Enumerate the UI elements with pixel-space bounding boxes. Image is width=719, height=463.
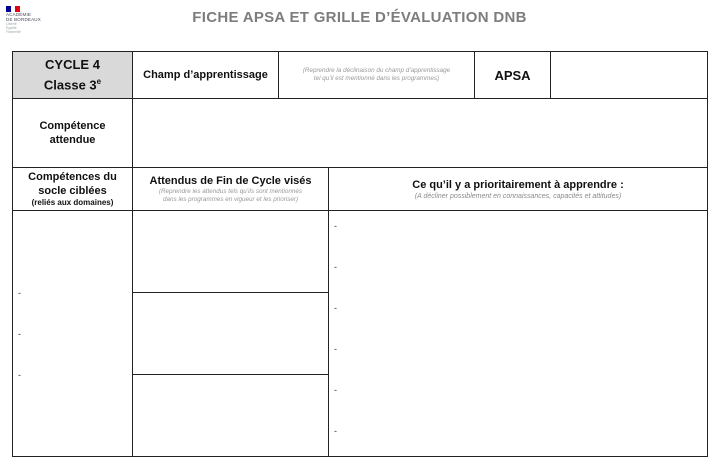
competence-label-cell <box>12 98 133 168</box>
attendus-hint-1: (Reprendre les attendus tels qu’ils sont mentionnés <box>158 187 303 195</box>
socle-line-1: Compétences du <box>28 171 117 183</box>
socle-label-cell <box>12 167 133 211</box>
socle-dash-2: - <box>18 329 21 339</box>
cycle-label: CYCLE 4 <box>45 57 100 73</box>
champ-label-cell <box>132 51 279 99</box>
cycle-cell <box>12 51 133 99</box>
attendus-input-cell-1[interactable] <box>132 210 329 293</box>
socle-input-cell[interactable] <box>12 210 133 457</box>
competence-input-cell[interactable] <box>132 98 708 168</box>
apsa-label: APSA <box>494 67 531 83</box>
apprendre-dash-6: - <box>334 426 337 436</box>
attendus-input-cell-2[interactable] <box>132 292 329 375</box>
classe-text: Classe 3 <box>43 77 97 93</box>
champ-input-cell[interactable] <box>278 51 475 99</box>
apsa-label-cell <box>474 51 551 99</box>
logo-line-2: DE BORDEAUX <box>6 17 41 22</box>
logo-sub-2: Égalité <box>6 26 17 30</box>
socle-note: (reliés aux domaines) <box>31 198 114 207</box>
apprendre-dash-5: - <box>334 385 337 395</box>
competence-line-2: attendue <box>49 134 96 146</box>
apprendre-dash-3: - <box>334 303 337 313</box>
attendus-hint-2: dans les programmes en vigueur et les prioriser) <box>162 196 299 203</box>
competence-line-1: Compétence <box>39 120 106 132</box>
logo-line-1: ACADÉMIE <box>6 12 32 17</box>
champ-hint-2: tel qu’il est mentionné dans les programmes) <box>313 75 440 82</box>
attendus-input-cell-3[interactable] <box>132 374 329 457</box>
classe-label <box>44 73 101 93</box>
apprendre-header-cell <box>328 167 708 211</box>
socle-dash-1: - <box>18 288 21 298</box>
apsa-input-cell[interactable] <box>550 51 708 99</box>
apprendre-input-cell[interactable] <box>328 210 708 457</box>
socle-line-2: socle ciblées <box>38 185 107 197</box>
logo-sub-3: Fraternité <box>6 30 21 34</box>
socle-dash-3: - <box>18 370 21 380</box>
classe-sup: e <box>96 77 102 87</box>
logo-sub-1: Liberté <box>6 22 17 26</box>
champ-hint-1: (Reprendre la déclinaison du champ d’apprentissage <box>302 66 451 74</box>
champ-label: Champ d’apprentissage <box>143 69 268 81</box>
apprendre-title: Ce qu’il y a prioritairement à apprendre : <box>412 178 624 191</box>
attendus-header-cell <box>132 167 329 211</box>
apprendre-hint: (A décliner possiblement en connaissances, capacités et attitudes) <box>414 192 622 200</box>
document-title: FICHE APSA ET GRILLE D’ÉVALUATION DNB <box>192 9 527 26</box>
apprendre-dash-1: - <box>334 221 337 231</box>
attendus-title: Attendus de Fin de Cycle visés <box>149 174 312 187</box>
apprendre-dash-2: - <box>334 262 337 272</box>
apprendre-dash-4: - <box>334 344 337 354</box>
